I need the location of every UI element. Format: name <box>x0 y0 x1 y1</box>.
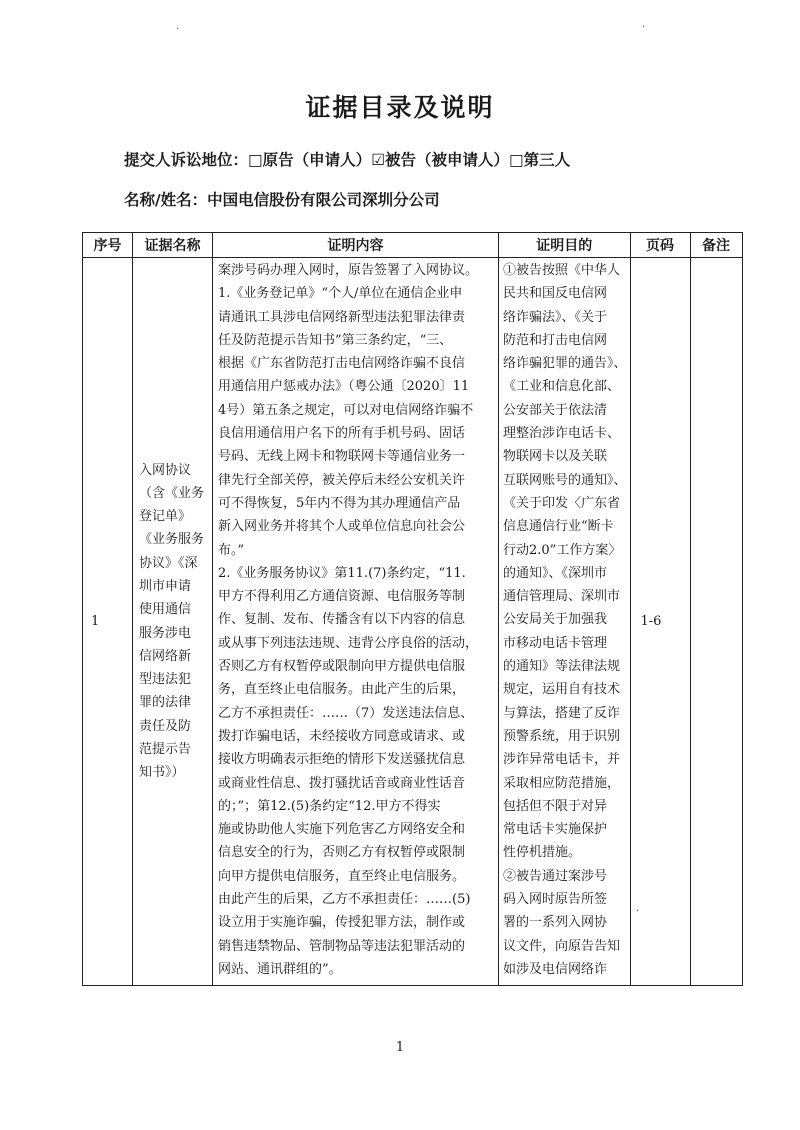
header-serial-no: 序号 <box>83 233 133 258</box>
scan-speck: · <box>176 24 180 35</box>
page-number: 1 <box>395 1040 405 1055</box>
header-proof-content: 证明内容 <box>213 233 499 258</box>
table-row <box>83 258 743 986</box>
scan-speck: · <box>636 906 640 917</box>
header-proof-purpose: 证明目的 <box>499 233 631 258</box>
evidence-table <box>82 232 743 986</box>
row-serial-no: 1 <box>83 258 133 986</box>
document-title: 证据目录及说明 <box>305 93 495 122</box>
scan-speck: · <box>642 22 646 33</box>
row-remarks <box>690 258 742 986</box>
row-page-range: 1-6 <box>630 258 690 986</box>
row-proof-purpose: ①被告按照《中华人 民共和国反电信网 络诈骗法》、《关于 防范和打击电信网 络诈骗犯罪的通告》、 《工业和信息化部、 公安部关于依法清 理整治涉诈电话卡、 物联网卡以及关联 互联网账号的通知》、 《关于印发〈广东省 信息通信行业“断卡 行动2.0”工作方案〉 的通知》、《深圳市 通信管理局、深圳市 公安局关于加强我 市移动电话卡管理 的通知》等法律法规 规定，运用自有技术 与算法，搭建了反诈 预警系统，用于识别 涉诈异常电话卡，并 采取相应防范措施， 包括但不限于对异 常电话卡实施保护 性停机措施。 ②被告通过案涉号 码入网时原告所签 署的一系列入网协 议文件，向原告告知 如涉及电信网络诈 <box>499 258 631 986</box>
row-evidence-name: 入网协议 （含《业务 登记单》 《业务服务 协议》《深 圳市申请 使用通信 服务涉电 信网络新 型违法犯 罪的法律 责任及防 范提示告 知书》） <box>133 258 213 986</box>
party-status-line: 提交人诉讼地位：□原告（申请人）☑被告（被申请人）□第三人 <box>124 151 571 169</box>
submitter-name-line: 名称/姓名：中国电信股份有限公司深圳分公司 <box>124 191 440 209</box>
table-header-row <box>83 233 743 258</box>
header-page-range: 页码 <box>630 233 690 258</box>
header-remarks: 备注 <box>690 233 742 258</box>
header-evidence-name: 证据名称 <box>133 233 213 258</box>
row-proof-content: 案涉号码办理入网时，原告签署了入网协议。 1.《业务登记单》“个人/单位在通信企业申 请通讯工具涉电信网络新型违法犯罪法律责 任及防范提示告知书”第三条约定，“三、 根据《广东省防范打击电信网络诈骗不良信 用通信用户惩戒办法》（粤公通〔2020〕11 4号）第五条之规定，可以对电信网络诈骗不 良信用通信用户名下的所有手机号码、固话 号码、无线上网卡和物联网卡等通信业务一 律先行全部关停，被关停后未经公安机关许 可不得恢复，5年内不得为其办理通信产品 新入网业务并将其个人或单位信息向社会公 布。” 2.《业务服务协议》第11.(7)条约定，“11. 甲方不得利用乙方通信资源、电信服务等制 作、复制、发布、传播含有以下内容的信息 或从事下列违法违规、违背公序良俗的活动， 否则乙方有权暂停或限制向甲方提供电信服 务，直至终止电信服务。由此产生的后果， 乙方不承担责任：……（7）发送违法信息、 拨打诈骗电话，未经接收方同意或请求、或 接收方明确表示拒绝的情形下发送骚扰信息 或商业性信息、拨打骚扰话音或商业性话音 的；”；第12.(5)条约定“12.甲方不得实 施或协助他人实施下列危害乙方网络安全和 信息安全的行为，否则乙方有权暂停或限制 向甲方提供电信服务，直至终止电信服务。 由此产生的后果，乙方不承担责任：……(5) 设立用于实施诈骗，传授犯罪方法，制作或 销售违禁物品、管制物品等违法犯罪活动的 网站、通讯群组的”。 <box>213 258 499 986</box>
